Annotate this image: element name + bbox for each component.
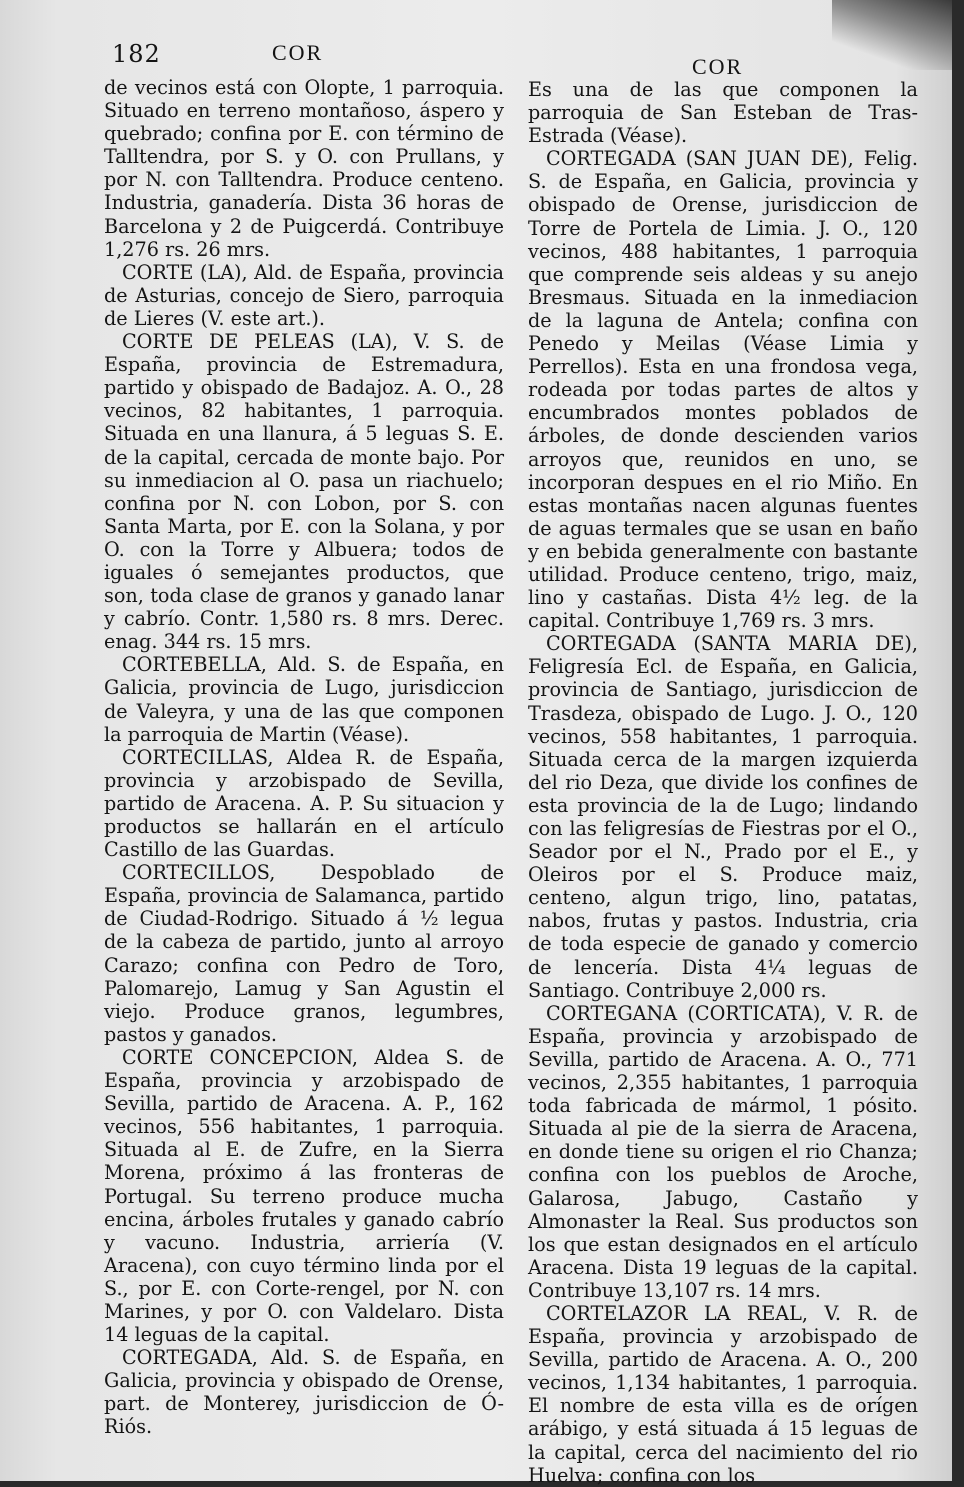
entry-text: Es una de las que componen la parroquia de San Esteban de Tras-Estrada (Véase). [528, 78, 918, 148]
entry-text: CORTEGADA (SANTA MARIA DE), Feligresía Ecl. de España, en Galicia, provincia de Santiago, jurisdiccion de Trasdeza, obispado de Lugo. J. O., 120 vecinos, 558 habitantes, 1 parroquia. Situada cerca de la margen izquierda del rio Deza, que divide los confines de esta provincia de la de Lugo; lindando con las feligresías de Fiestras por el O., Seador por el N., Prado por el E., y Oleiros por el S. Produce maiz, centeno, algun trigo, lino, patatas, nabos, frutas y pastos. Industria, cria de toda especie de ganado y comercio de lencería. Dista 4¼ leguas de Santiago. Contribuye 2,000 rs. [528, 632, 918, 1002]
entry-corte-concepcion [104, 1046, 504, 1346]
entry-cortecillos [104, 861, 504, 1046]
running-head-right: COR [692, 54, 744, 79]
entry-corte-de-peleas [104, 330, 504, 653]
entry-text: CORTECILLAS, Aldea R. de España, provincia y arzobispado de Sevilla, partido de Aracena. A. P. Su situacion y productos se hallarán en el artículo Castillo de las Guardas. [104, 745, 504, 862]
entry-text: CORTE CONCEPCION, Aldea S. de España, provincia y arzobispado de Sevilla, partido de Aracena. A. P., 162 vecinos, 556 habitantes, 1 parroquia. Situada al E. de Zufre, en la Sierra Morena, próximo á las fronteras de Portugal. Su terreno produce mucha encina, árboles frutales y ganado cabrío y vacuno. Industria, arriería (V. Aracena), con cuyo término linda por el S., por E. con Corte-rengel, por N. con Marines, y por O. con Valdelaro. Dista 14 leguas de la capital. [104, 1045, 504, 1347]
entry-text: CORTE DE PELEAS (LA), V. S. de España, provincia de Estremadura, partido y obispado de Badajoz. A. O., 28 vecinos, 82 habitantes, 1 parroquia. Situada en una llanura, á 5 leguas S. E. de la capital, cercada de monte bajo. Por su inmediacion al O. pasa un riachuelo; confina por N. con Lobon, por S. con Santa Marta, por E. con la Solana, y por O. con la Torre y Albuera; todos de iguales ó semejantes productos, que son, toda clase de granos y ganado lanar y cabrío. Contr. 1,580 rs. 8 mrs. Derec. enag. 344 rs. 15 mrs. [104, 330, 504, 654]
entry-cortegada-san-juan [528, 147, 918, 632]
entry-corte-la [104, 261, 504, 330]
entry-text: CORTEGADA, Ald. S. de España, en Galicia, provincia y obispado de Orense, part. de Monterey, jurisdiccion de Ó-Riós. [104, 1346, 504, 1439]
left-continuation [104, 76, 504, 261]
entry-cortelazor-la-real [528, 1302, 918, 1487]
entry-cortegana [528, 1002, 918, 1302]
entry-cortecillas [104, 746, 504, 861]
entry-cortegada-santa-maria [528, 632, 918, 1002]
entry-text: CORTELAZOR LA REAL, V. R. de España, provincia y arzobispado de Sevilla, partido de Aracena. A. O., 200 vecinos, 1,134 habitantes, 1 parroquia. El nombre de esta villa es de orígen arábigo, y está situada á 15 leguas de la capital, cerca del nacimiento del rio Huelva; confina con los [528, 1301, 918, 1487]
right-continuation [528, 78, 918, 147]
right-column [528, 78, 918, 1487]
entry-text: CORTEBELLA, Ald. S. de España, en Galicia, provincia de Lugo, jurisdiccion de Valeyra, y una de las que componen la parroquia de Martin (Véase). [104, 653, 504, 746]
entry-cortebella [104, 653, 504, 745]
entry-text: de vecinos está con Olopte, 1 parroquia. Situado en terreno montañoso, áspero y quebrado; confina por E. con término de Talltendra, por S. y O. con Prullans, y por N. con Talltendra. Produce centeno. Industria, ganadería. Dista 36 horas de Barcelona y 2 de Puigcerdá. Contribuye 1,276 rs. 26 mrs. [104, 76, 504, 261]
page-corner-shadow [832, 0, 952, 70]
left-column [104, 76, 504, 1439]
entry-text: CORTEGADA (SAN JUAN DE), Felig. S. de España, en Galicia, provincia y obispado de Orense, jurisdiccion de Torre de Portela de Limia. J. O., 120 vecinos, 488 habitantes, 1 parroquia que comprende seis aldeas y su anejo Bresmaus. Situada en la inmediacion de la laguna de Antela; confina con Penedo y Meilas (Véase Limia y Perrellos). Esta en una frondosa vega, rodeada por todas partes de altos y encumbrados montes poblados de árboles, de donde descienden varios arroyos que, reunidos en uno, se incorporan despues en el rio Miño. En estas montañas nacen algunas fuentes de aguas termales que se usan en baño y en bebida generalmente con bastante utilidad. Produce centeno, trigo, maiz, lino y castañas. Dista 4½ leg. de la capital. Contribuye 1,769 rs. 3 mrs. [528, 147, 918, 633]
entry-text: CORTEGANA (CORTICATA), V. R. de España, provincia y arzobispado de Sevilla, partido de Aracena. A. O., 771 vecinos, 2,355 habitantes, 1 parroquia toda fabricada de mármol, 1 pósito. Situada al pie de la sierra de Aracena, en donde tiene su origen el rio Chanza; confina con los pueblos de Aroche, Galarosa, Jabugo, Castaño y Almonaster la Real. Sus productos son los que estan designados en el artículo Aracena. Dista 19 leguas de la capital. Contribuye 13,107 rs. 14 mrs. [528, 1001, 918, 1302]
entry-text: CORTE (LA), Ald. de España, provincia de Asturias, concejo de Siero, parroquia de Lieres (V. este art.). [104, 260, 504, 330]
page-number: 182 [112, 40, 161, 68]
entry-text: CORTECILLOS, Despoblado de España, provincia de Salamanca, partido de Ciudad-Rodrigo. Situado á ½ legua de la cabeza de partido, junto al arroyo Carazo; confina con Pedro de Toro, Palomarejo, Lamug y San Agustin el viejo. Produce granos, legumbres, pastos y ganados. [104, 861, 504, 1046]
running-head-left: COR [272, 40, 324, 65]
entry-cortegada [104, 1346, 504, 1438]
